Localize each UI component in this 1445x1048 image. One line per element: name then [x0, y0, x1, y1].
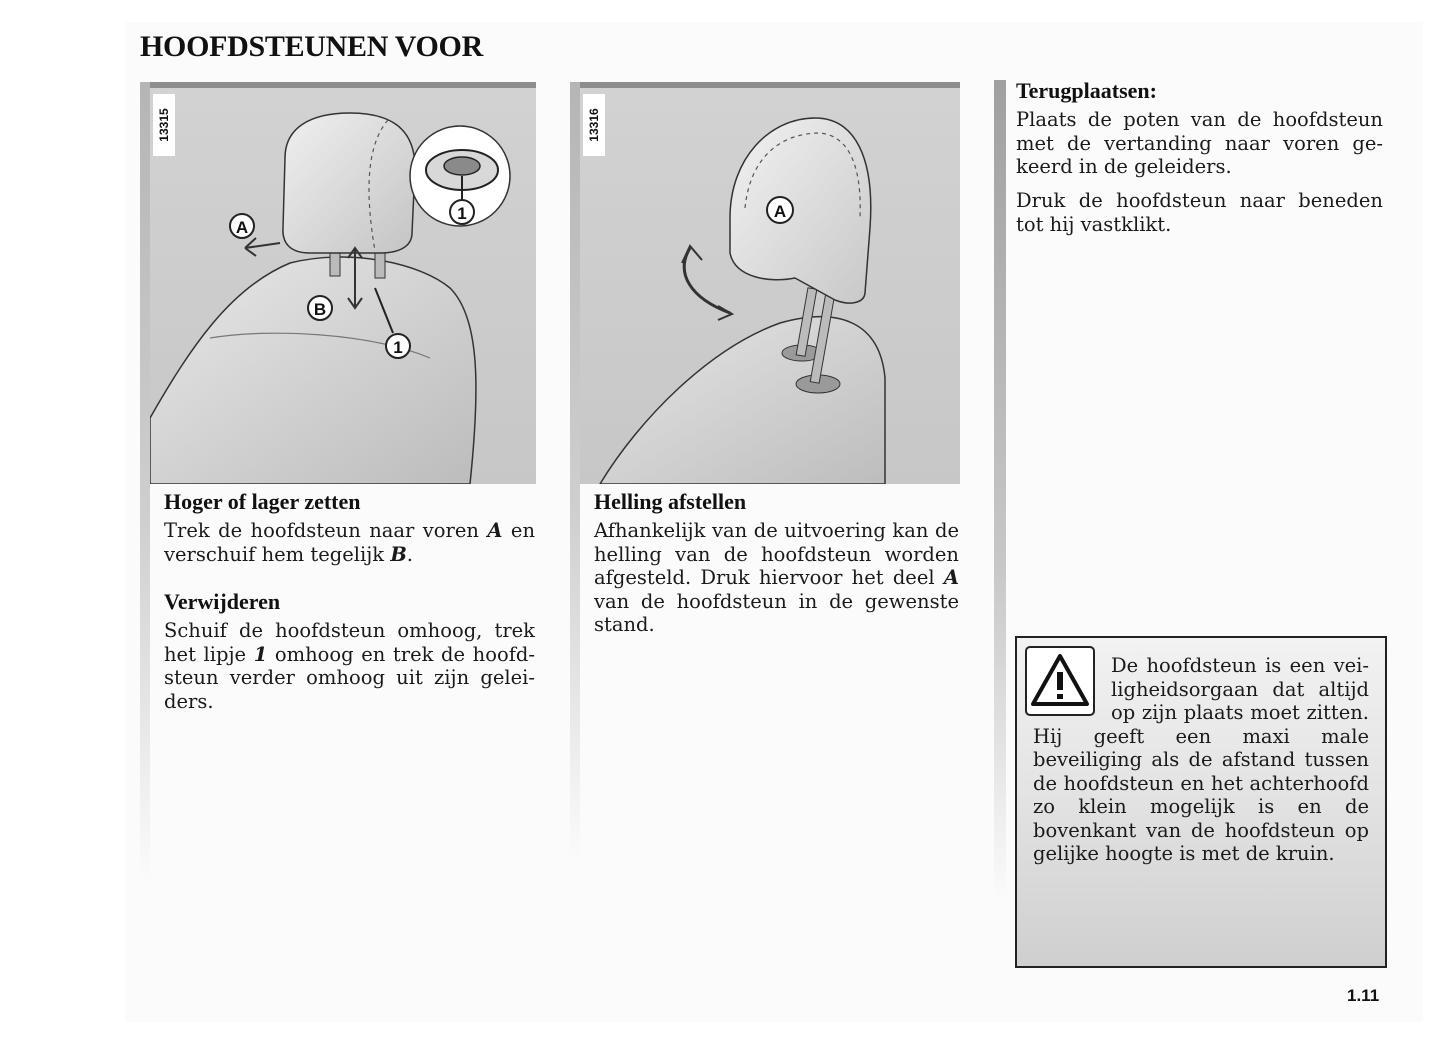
- heading-hoger: Hoger of lager zetten: [164, 489, 361, 514]
- page-number: 1.11: [1347, 986, 1380, 1005]
- text-hoger-em-b: B: [390, 542, 407, 566]
- headrest-height-illustration: [150, 88, 536, 484]
- heading-terugplaatsen: Terugplaatsen:: [1016, 78, 1157, 103]
- figure-code-middle: [583, 94, 605, 156]
- text-verwijderen-em-1: 1: [253, 642, 268, 666]
- headrest-tilt-illustration: [580, 88, 960, 484]
- text-helling-em-a: A: [943, 566, 959, 589]
- warning-icon-spacer: [1033, 654, 1111, 724]
- column-bar-right: [994, 80, 1006, 900]
- text-helling-part1: Afhankelijk van de uitvoering kan de helling van de hoofdsteun worden afgesteld. Druk hiervoor het deel: [594, 519, 959, 589]
- text-hoger: [164, 519, 535, 566]
- text-hoger-part1: Trek de hoofdsteun naar voren: [164, 519, 488, 542]
- page-title: HOOFDSTEUNEN VOOR: [140, 30, 483, 63]
- figure-headrest-height: [150, 82, 536, 484]
- label-a: A: [235, 218, 249, 237]
- column-bar-left: [140, 82, 150, 882]
- figure-code-middle-text: 13316: [587, 108, 601, 142]
- heading-verwijderen: Verwijderen: [164, 589, 281, 614]
- text-verwijderen-part1: Schuif de hoofdsteun omhoog, trek het lipje: [164, 619, 535, 666]
- warning-text-block: [1033, 654, 1369, 866]
- warning-box: [1015, 636, 1387, 968]
- text-helling: [594, 519, 959, 637]
- label-a-tilt: A: [773, 202, 787, 221]
- column-bar-middle: [570, 82, 580, 862]
- text-hoger-part2: en verschuif hem tegelijk: [164, 519, 535, 566]
- text-terugplaatsen-2: Druk de hoofdsteun naar beneden tot hij vastklikt.: [1016, 189, 1383, 236]
- text-hoger-end: .: [406, 542, 413, 566]
- text-hoger-em-a: A: [487, 519, 503, 542]
- text-terugplaatsen-1: Plaats de poten van de hoofdsteun met de vertanding naar voren gekeerd in de geleiders.: [1016, 108, 1383, 178]
- text-verwijderen-part2: omhoog en trek de hoofdsteun verder omhoog uit zijn geleiders.: [164, 642, 535, 713]
- warning-text: De hoofdsteun is een veiligheidsorgaan dat altijd op zijn plaats moet zitten. Hij geeft een maxi male beveiliging als de afstand tussen de hoofdsteun en het achterhoofd zo klein mogelijk is en de bovenkant van de hoofdsteun op gelijke hoogte is met de kruin.: [1033, 654, 1369, 865]
- label-b: B: [313, 300, 327, 319]
- label-1: 1: [393, 338, 403, 357]
- text-verwijderen: [164, 619, 535, 713]
- figure-headrest-tilt: [580, 82, 960, 484]
- label-1-detail: 1: [457, 204, 467, 223]
- heading-helling: Helling afstellen: [594, 489, 747, 514]
- figure-code-left: [153, 94, 175, 156]
- text-helling-part2: van de hoofdsteun in de gewenste stand.: [594, 589, 959, 636]
- figure-code-left-text: 13315: [157, 108, 171, 142]
